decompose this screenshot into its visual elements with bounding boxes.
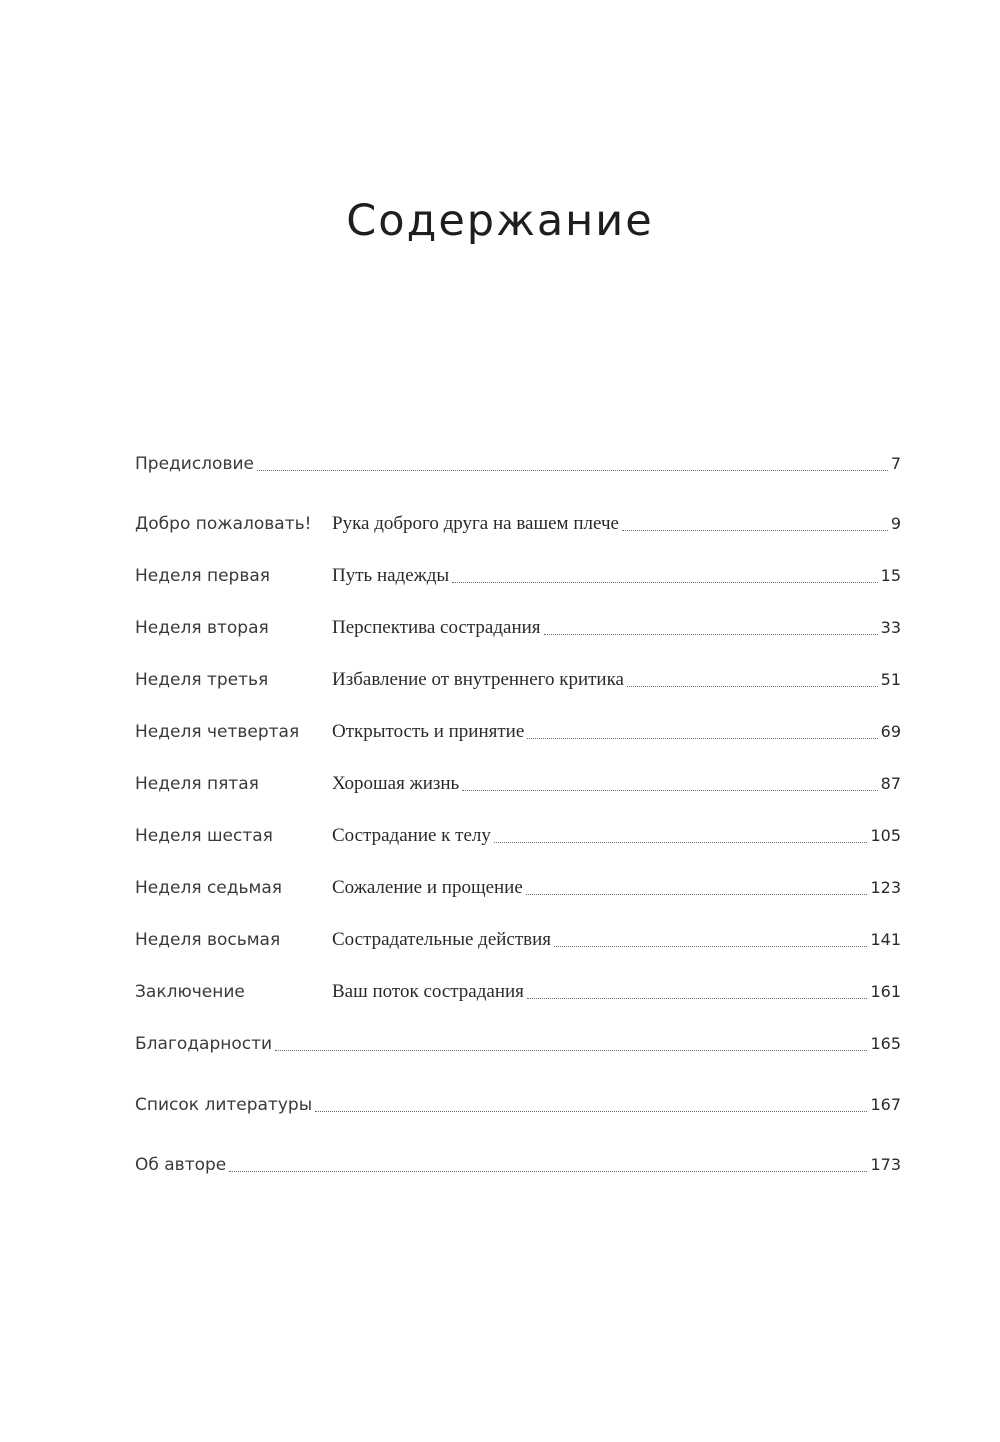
dot-leader (526, 894, 868, 895)
toc-entry-label: Благодарности (135, 1034, 273, 1054)
toc-entry-acknowledgements[interactable] (135, 1029, 901, 1059)
toc-entry-week-8[interactable] (135, 925, 901, 955)
toc-page-number: 15 (880, 566, 901, 585)
toc-entry-about-author[interactable] (135, 1150, 901, 1180)
dot-leader (494, 842, 868, 843)
dot-leader (229, 1171, 867, 1172)
dot-leader (544, 634, 878, 635)
toc-chapter-title: Хорошая жизнь (332, 773, 460, 794)
toc-entry-week-1[interactable] (135, 561, 901, 591)
toc-chapter-title: Ваш поток сострадания (332, 981, 524, 1002)
toc-entry-label: Предисловие (135, 454, 254, 474)
toc-entry-week-7[interactable] (135, 873, 901, 903)
toc-page-number: 161 (870, 982, 901, 1001)
toc-page-number: 141 (870, 930, 901, 949)
dot-leader (275, 1050, 867, 1051)
page-title: Содержание (346, 196, 654, 246)
toc-entry-label: Неделя седьмая (135, 878, 282, 898)
toc-entry-label: Неделя восьмая (135, 930, 281, 950)
toc-page-number: 173 (870, 1155, 901, 1174)
toc-entry-label: Об авторе (135, 1155, 227, 1175)
toc-chapter-title: Сожаление и прощение (332, 877, 523, 898)
toc-page-number: 165 (870, 1034, 901, 1053)
toc-page-number: 69 (880, 722, 901, 741)
toc-entry-week-6[interactable] (135, 821, 901, 851)
toc-entry-label: Неделя пятая (135, 774, 259, 794)
toc-entry-label: Неделя вторая (135, 618, 269, 638)
toc-entry-label: Неделя четвертая (135, 722, 300, 742)
dot-leader (627, 686, 878, 687)
toc-entry-week-2[interactable] (135, 613, 901, 643)
toc-page-number: 9 (890, 514, 901, 533)
dot-leader (554, 946, 867, 947)
toc-entry-label: Неделя шестая (135, 826, 273, 846)
toc-entry-label: Добро пожаловать! (135, 514, 312, 534)
toc-chapter-title: Сострадательные действия (332, 929, 552, 950)
toc-entry-week-4[interactable] (135, 717, 901, 747)
toc-page-number: 123 (870, 878, 901, 897)
toc-page-number: 33 (880, 618, 901, 637)
dot-leader (622, 530, 888, 531)
dot-leader (527, 998, 868, 999)
dot-leader (527, 738, 877, 739)
dot-leader (257, 470, 888, 471)
toc-chapter-title: Перспектива сострадания (332, 617, 541, 638)
toc-entry-week-5[interactable] (135, 769, 901, 799)
toc-chapter-title: Избавление от внутреннего критика (332, 669, 624, 690)
dot-leader (462, 790, 877, 791)
dot-leader (315, 1111, 867, 1112)
toc-chapter-title: Путь надежды (332, 565, 450, 586)
toc-chapter-title: Сострадание к телу (332, 825, 491, 846)
toc-chapter-title: Открытость и принятие (332, 721, 525, 742)
toc-entry-label: Неделя первая (135, 566, 270, 586)
toc-entry-conclusion[interactable] (135, 977, 901, 1007)
toc-entry-welcome[interactable] (135, 509, 901, 539)
toc-entry-label: Заключение (135, 982, 245, 1002)
dot-leader (452, 582, 877, 583)
toc-page-number: 51 (880, 670, 901, 689)
toc-page-number: 7 (890, 454, 901, 473)
toc-entry-preface[interactable] (135, 449, 901, 479)
toc-page-number: 167 (870, 1095, 901, 1114)
toc-page-number: 105 (870, 826, 901, 845)
toc-entry-label: Список литературы (135, 1095, 313, 1115)
toc-entry-week-3[interactable] (135, 665, 901, 695)
toc-entry-bibliography[interactable] (135, 1090, 901, 1120)
toc-chapter-title: Рука доброго друга на вашем плече (332, 513, 619, 534)
toc-entry-label: Неделя третья (135, 670, 269, 690)
toc-page-number: 87 (880, 774, 901, 793)
